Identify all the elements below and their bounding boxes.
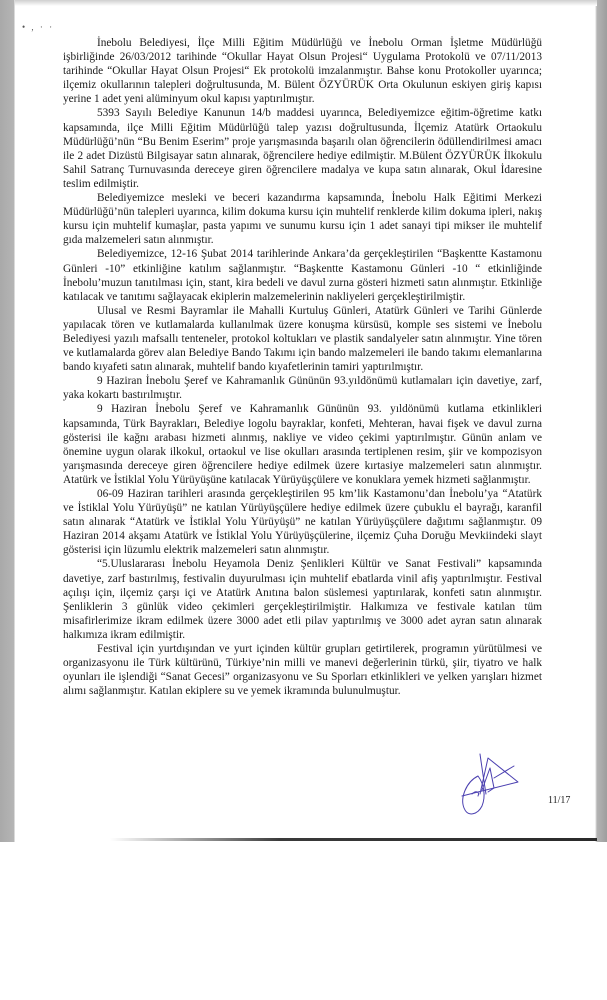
paragraph-march: 06-09 Haziran tarihleri arasında gerçekleştirilen 95 km’lik Kastamonu’dan İnebolu’ya “Atatürk ve İstiklal Yolu Yürüyüşü” ne katılan Yürüyüşçülere hediye edilmek üzere çubuklu el bayrağı, karanfil satın alınarak “Atatürk ve İstiklal Yolu Yürüyüşü” ne katılan Yürüyüşçülere dağıtımı sağlanmıştır. 09 Haziran 2014 akşamı Atatürk ve İstiklal Yolu Yürüyüşçülerine, ilçemiz Çuha Doruğu Mevkiindeki slayt gösterisi için lüzumlu elektrik malzemeleri satın alınmıştır. [63,488,542,557]
signature-icon [458,748,528,818]
paragraph-invitations: 9 Haziran İnebolu Şeref ve Kahramanlık Gününün 93.yıldönümü kutlamaları için davetiye, zarf, yaka kokartı bastırılmıştır. [63,375,542,402]
paragraph-school-door: İnebolu Belediyesi, İlçe Milli Eğitim Müdürlüğü ve İnebolu Orman İşletme Müdürlüğü işbirliğinde 26/03/2012 tarihinde “Okullar Hayat Olsun Projesi“ Uygulama Protokolü ve 07/11/2013 tarihinde “Okullar Hayat Olsun Projesi“ Ek protokolü imzalanmıştır. Bahse konu Protokoller uyarınca; ilçemiz okullarının talepleri doğrultusunda, M. Bülent ÖZYÜRÜK Orta Okulunun eskiyen giriş kapısı yerine 1 adet yeni alüminyum okul kapısı yaptırılmıştır. [63,37,542,106]
paragraph-vocational-courses: Belediyemizce mesleki ve beceri kazandırma kapsamında, İnebolu Halk Eğitimi Merkezi Müdürlüğü’nün talepleri uyarınca, kilim dokuma kursu için muhtelif renklerde kilim dokuma ipleri, nakış kursu için muhtelif kumaşlar, pasta yapımı ve sunumu kursu için 1 adet sanayi tipi mikser ile muhtelif gıda malzemeleri satın alınmıştır. [63,192,542,247]
page-bottom-edge [110,838,597,841]
paragraph-anniversary-events: 9 Haziran İnebolu Şeref ve Kahramanlık Gününün 93. yıldönümü kutlama etkinlikleri kapsamında, Türk Bayrakları, Belediye logolu bayraklar, konfeti, Mehteran, havai fişek ve davul zurna gösterisi ile kağnı arabası hizmeti alınmış, nakliye ve video çekimi yaptırılmıştır. Günün anlam ve önemine uygun olarak ilkokul, ortaokul ve lise okulları arasında tertiplenen resim, şiir ve kompozisyon yarışmasında dereceye giren öğrencilere hediye edilmek üzere kırtasiye malzemeleri satın alınmıştır. Atatürk ve İstiklal Yolu Yürüyüşüne katılacak Yürüyüşçülere ve konuklara yemek hizmeti sağlanmıştır. [63,403,542,486]
scan-top-shadow [15,0,597,6]
paragraph-festival: “5.Uluslararası İnebolu Heyamola Deniz Şenlikleri Kültür ve Sanat Festivali” kapsamında davetiye, zarf bastırılmış, festivalin duyurulması için muhtelif ebatlarda vinil afiş yaptırılmıştır. Festival açılışı için, ilçemiz çarşı içi ve Atatürk Anıtına balon süslemesi yaptırılarak, konfeti satın alınmıştır. Şenliklerin 3 günlük video çekimleri gerçekleştirilmiştir. Halkımıza ve festivale katılan tüm misafirlerimize ikram edilmek üzere 3000 adet etli pilav yaptırılmış ve 3000 adet ayran satın alınarak halkımıza ikram edilmiştir. [63,558,542,641]
paragraph-national-holidays: Ulusal ve Resmi Bayramlar ile Mahalli Kurtuluş Günleri, Atatürk Günleri ve Tarihi Günlerde yapılacak tören ve kutlamalarda kullanılmak üzere konuşma kürsüsü, komple ses sistemi ve İnebolu Belediyesi yazılı mafsallı tenteneler, protokol koltukları ve plastik sandalyeler satın alınmıştır. Yine tören ve kutlamalarda görev alan Belediye Bando Takımı için bando malzemeleri ile bando takımı elemanlarına bando kıyafeti satın alınarak, muhtelif bando kıyafetlerinin tamiri yaptırılmıştır. [63,304,542,374]
document-body [63,36,542,698]
paragraph-laptops: 5393 Sayılı Belediye Kanunun 14/b maddesi uyarınca, Belediyemizce eğitim-öğretime katkı kapsamında, ilçe Milli Eğitim Müdürlüğü talep yazısı doğrultusunda, İlçemiz Atatürk Ortaokulu Müdürlüğü’nün “Bu Benim Eserim” proje yarışmasında başarılı olan öğrencilerin ödüllendirilmesi amacı ile 2 adet Dizüstü Bilgisayar satın alınarak, öğrencilere hediye edilmiştir. M.Bülent ÖZYÜRÜK İlkokulu Sahil Satranç Turnuvasında dereceye giren öğrencilere madalya ve kupa satın alınarak, Okul İdaresine teslim edilmiştir. [63,107,542,190]
paragraph-kastamonu-days: Belediyemizce, 12-16 Şubat 2014 tarihlerinde Ankara’da gerçekleştirilen “Başkentte Kastamonu Günleri -10” etkinliğine katılım sağlanmıştır. “Başkentte Kastamonu Günleri -10 “ etkinliğinde İnebolu’muzun tanıtılması için, stant, kira bedeli ve davul zurna gösteri hizmeti satın alınmıştır. Etkinliğe katılacak ve tanıtımı sağlayacak ekiplerin malzemelerinin nakliyeleri gerçekleştirilmiştir. [63,248,542,303]
page-number: 11/17 [548,795,571,806]
corner-marks: • , · · [22,22,55,32]
paragraph-festival-groups: Festival için yurtdışından ve yurt içinden kültür grupları getirtilerek, programın yürütülmesi ve organizasyonu ile Türk kültürünü, Türkiye’nin milli ve manevi değerlerinin türkü, şiir, tiyatro ve halk oyunları ile işlendiği “Sanat Gecesi” organizasyonu ve Su Sporları etkinlikleri ve yelken yarışları hizmet alımı sağlanmıştır. Katılan ekiplere su ve yemek ikramında bulunulmuştur. [63,643,542,698]
